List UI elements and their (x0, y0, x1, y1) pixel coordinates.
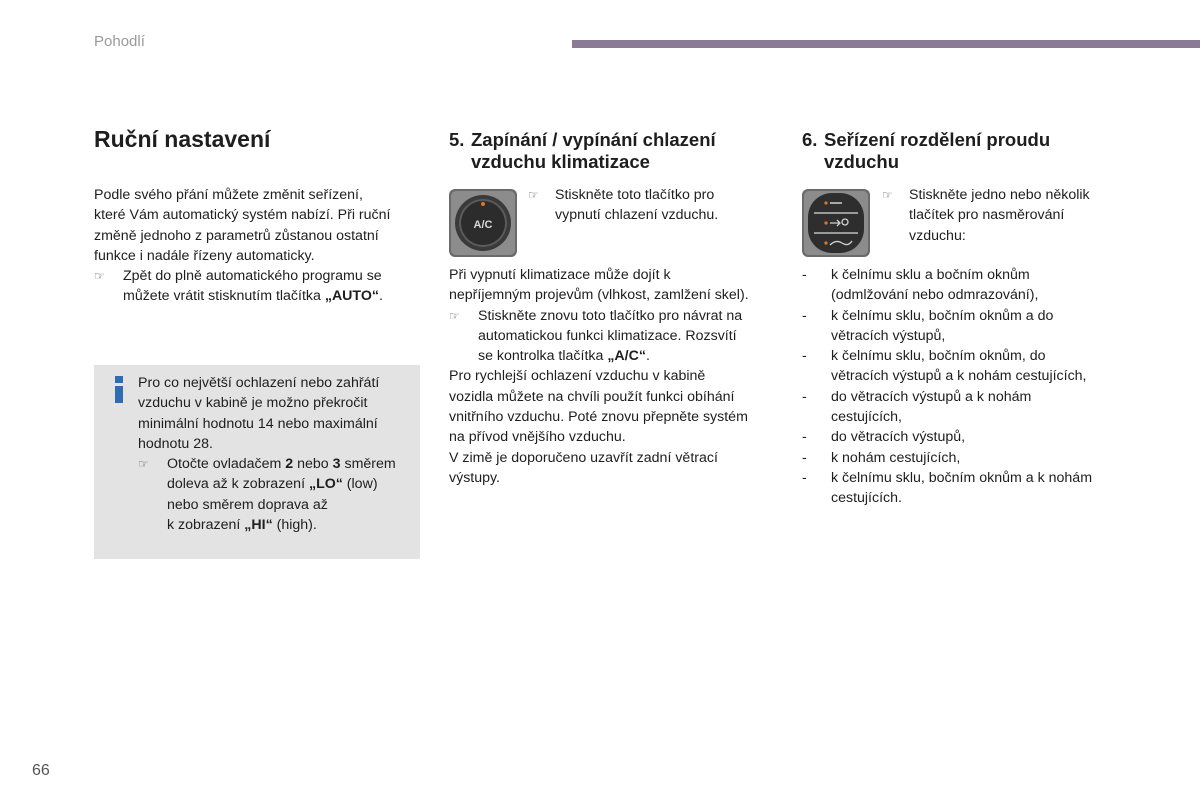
info-line: Pro co největší ochlazení nebo zahřátí (138, 375, 380, 391)
list-item: - do větracích výstupů, (802, 429, 966, 446)
ac-button-instruction (528, 185, 768, 226)
ac-button-image[interactable] (449, 189, 517, 257)
ac-label: „A/C“ (607, 348, 646, 365)
intro-line: změně jednoho z parametrů zůstanou ostatní (94, 227, 379, 244)
ac-button-label: A/C (473, 219, 493, 231)
body-line: se kontrolka tlačítka „A/C“. (478, 348, 650, 365)
body-line: V zimě je doporučeno uzavřít zadní větrací (449, 449, 718, 466)
body-line: vozidla můžete na chvíli použít funkci obíhání (449, 388, 735, 405)
heading-line: Zapínání / vypínání chlazení (471, 129, 716, 150)
heading-line: Seřízení rozdělení proudu (824, 129, 1051, 150)
pointing-hand-icon: ☞ (449, 308, 460, 323)
body-line: nepříjemným projevům (vlhkost, zamlžení skel). (449, 287, 749, 304)
body-line: Stiskněte znovu toto tlačítko pro návrat na (478, 307, 743, 324)
header-bar (572, 40, 1200, 48)
ac-restore-bullet (449, 306, 789, 367)
instruction-line: tlačítek pro nasměrování (909, 207, 1065, 224)
info-sub-bullet (138, 454, 418, 535)
list-item: - k čelnímu sklu a bočním oknům (odmlžování nebo odmrazování), (802, 267, 1039, 304)
body-line: Při vypnutí klimatizace může dojít k (449, 267, 671, 283)
ac-body-text (449, 265, 789, 488)
list-item: - k čelnímu sklu, bočním oknům, do větracích výstupů a k nohám cestujících, (802, 348, 1087, 385)
heading-number: 6. (802, 129, 818, 150)
list-item: - k nohám cestujících, (802, 449, 961, 466)
heading-air-distribution (802, 129, 1142, 173)
heading-number: 5. (449, 129, 465, 150)
info-text (138, 373, 418, 535)
ac-indicator-light (481, 202, 485, 206)
auto-bullet-line: můžete vrátit stisknutím tlačítka „AUTO“. (123, 288, 383, 305)
info-line: hodnotu 28. (138, 435, 213, 452)
air-distribution-instruction (882, 185, 1132, 246)
info-sub-line: Otočte ovladačem 2 nebo 3 směrem (167, 456, 396, 473)
list-item: - do větracích výstupů a k nohám cestujících, (802, 388, 1032, 426)
air-distribution-list (802, 265, 1132, 509)
body-line: vnitřního vzduchu. Poté znovu přepněte systém (449, 409, 748, 426)
body-line: na přívod vnějšího vzduchu. (449, 429, 626, 446)
info-sub-line: nebo směrem doprava až (167, 496, 328, 513)
page-title: Ruční nastavení (94, 126, 271, 152)
body-line: výstupy. (449, 469, 500, 486)
auto-bullet-line: Zpět do plně automatického programu se (123, 268, 382, 285)
intro-line: Podle svého přání můžete změnit seřízení, (94, 187, 363, 203)
pointing-hand-icon: ☞ (94, 269, 105, 284)
instruction-line: Stiskněte jedno nebo několik (909, 187, 1090, 203)
pointing-hand-icon: ☞ (882, 188, 893, 202)
air-distribution-buttons-image[interactable] (802, 189, 870, 257)
section-label: Pohodlí (94, 33, 145, 50)
heading-line: vzduchu (824, 151, 900, 172)
list-item: - k čelnímu sklu, bočním oknům a k nohám cestujících. (802, 469, 1093, 507)
heading-line: vzduchu klimatizace (471, 151, 650, 172)
info-icon (112, 372, 126, 406)
instruction-line: vzduchu: (909, 227, 966, 244)
info-sub-line: k zobrazení „HI“ (high). (167, 517, 317, 534)
pointing-hand-icon: ☞ (528, 188, 539, 202)
pointing-hand-icon: ☞ (138, 457, 149, 472)
info-sub-line: doleva až k zobrazení „LO“ (low) (167, 476, 378, 493)
body-line: automatickou funkci klimatizace. Rozsvítí (478, 327, 737, 344)
instruction-line: Stiskněte toto tlačítko pro (555, 187, 715, 203)
info-line: minimální hodnotu 14 nebo maximální (138, 415, 378, 432)
page-number: 66 (32, 762, 50, 779)
intro-paragraph (94, 185, 424, 307)
intro-line: funkce i nadále řízeny automaticky. (94, 247, 315, 264)
body-line: Pro rychlejší ochlazení vzduchu v kabině (449, 368, 706, 385)
instruction-line: vypnutí chlazení vzduchu. (555, 207, 719, 224)
heading-ac (449, 129, 779, 173)
auto-label: „AUTO“ (324, 288, 379, 305)
auto-bullet (94, 266, 424, 307)
info-line: vzduchu v kabině je možno překročit (138, 395, 368, 412)
list-item: - k čelnímu sklu, bočním oknům a do větracích výstupů, (802, 307, 1054, 344)
intro-line: které Vám automatický systém nabízí. Při ruční (94, 207, 391, 224)
